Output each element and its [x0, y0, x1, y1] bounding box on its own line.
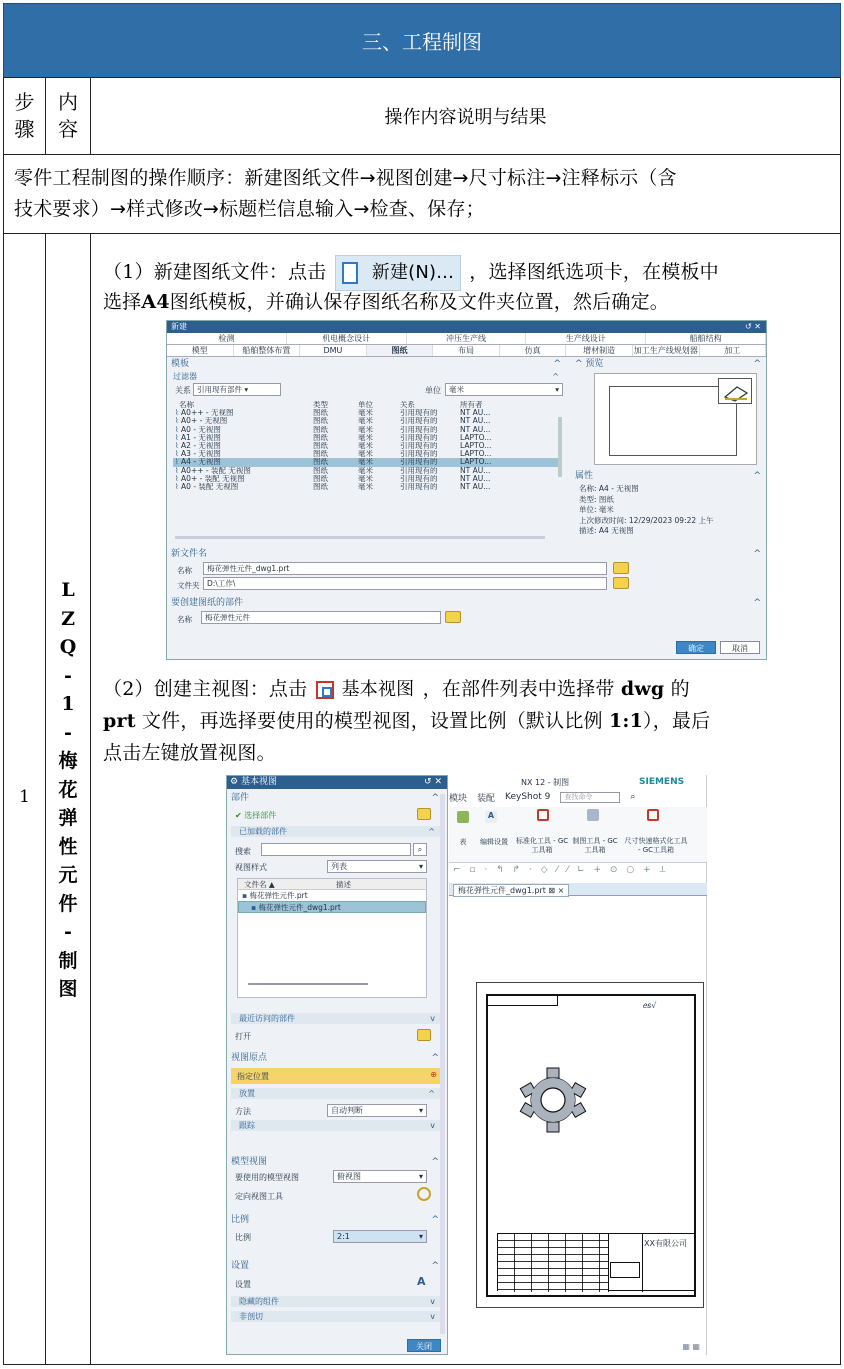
plum-coupling-drawing — [519, 1063, 587, 1137]
column-header[interactable]: 关系 — [400, 401, 415, 409]
cell-text: A0+ - 装配 无视图 — [181, 474, 245, 483]
part-label: 要创建图纸的部件 — [171, 598, 244, 608]
cell-text: LAPTO... — [460, 450, 492, 459]
template-icon: ⌇ — [175, 482, 182, 491]
table-row[interactable] — [173, 475, 558, 483]
origin-section: 视图原点 ^ — [231, 1053, 439, 1063]
menu-module[interactable]: 模块 — [449, 793, 468, 804]
tab-item[interactable]: 船舶整体布置 — [234, 345, 301, 356]
new-file-icon — [342, 262, 358, 284]
file-tab[interactable]: 梅花弹性元件_dwg1.prt ⊠ × — [453, 884, 569, 897]
edit-settings-icon[interactable]: A — [485, 811, 497, 823]
tab-item[interactable]: 仿真 — [500, 345, 567, 356]
template-icon: ⌇ — [175, 458, 182, 467]
scale-dropdown[interactable]: 2:1 ▾ — [333, 1230, 427, 1243]
cell-text: NT AU... — [460, 474, 491, 483]
table-scrollbar[interactable] — [558, 417, 562, 477]
cell-text: 毫米 — [358, 458, 373, 467]
tab-item[interactable]: 加工 — [700, 345, 767, 356]
tab-item[interactable]: 布局 — [433, 345, 500, 356]
para2-dwg: dwg — [620, 678, 665, 700]
relation-dropdown[interactable]: 引用现有部件 ▾ — [193, 383, 281, 396]
specify-position-row[interactable] — [231, 1068, 443, 1084]
para1-text-e: 图纸模板，并确认保存图纸名称及文件夹位置，然后确定。 — [169, 291, 669, 313]
hidden-label: 隐藏的组件 — [239, 1297, 279, 1306]
template-table — [173, 401, 558, 491]
cell-text: 引用现有的 — [400, 417, 438, 426]
file-tab-bar — [449, 883, 707, 896]
para1-text-a: （1）新建图纸文件：点击 — [103, 261, 327, 283]
cell-text: LAPTO... — [460, 458, 492, 467]
prop-line: 类型: 图纸 — [579, 494, 614, 504]
content-vertical-char: L — [61, 579, 75, 601]
gear-icon: ⚙ — [230, 777, 239, 787]
cell-text: NT AU... — [460, 417, 491, 426]
relation-value: 引用现有部件 — [197, 385, 242, 394]
table-hscroll[interactable] — [175, 536, 545, 539]
header-content-cell — [45, 77, 91, 155]
content-vertical-char: 元 — [58, 864, 78, 886]
props-list — [579, 484, 714, 537]
header-step-char: 骤 — [14, 117, 35, 141]
nx-window — [449, 775, 707, 1355]
cell-text: 毫米 — [358, 450, 373, 459]
template-icon: ⌇ — [175, 474, 182, 483]
tab-item[interactable]: 加工生产线规划器 — [633, 346, 698, 355]
col-desc[interactable]: 描述 — [336, 880, 351, 889]
template-section: 模板 ^ — [171, 359, 561, 369]
content-vertical-char: Z — [61, 607, 75, 630]
cell-text: 毫米 — [358, 433, 373, 442]
cell-text: 图纸 — [313, 425, 328, 434]
draft-tool-icon[interactable] — [587, 809, 599, 821]
tab-item[interactable]: 机电概念设计 — [287, 333, 407, 344]
tool-draft[interactable]: 制图工具 - GC工具箱 — [572, 837, 618, 854]
content-vertical-char: 制 — [58, 949, 78, 972]
para2-scale: 1:1 — [608, 710, 644, 732]
folder-icon[interactable] — [613, 577, 629, 589]
scale-label: 比例 — [235, 1233, 251, 1242]
cell-text: 图纸 — [313, 458, 328, 467]
settings-section-label: 设置 — [231, 1261, 250, 1271]
search-input[interactable] — [261, 843, 411, 856]
tab-item[interactable]: 增材制造 — [566, 345, 633, 356]
track-group[interactable]: 跟踪 v — [231, 1120, 441, 1131]
origin-label: 视图原点 — [231, 1053, 268, 1063]
cell-text: 引用现有的 — [400, 458, 438, 467]
cell-text: 引用现有的 — [400, 425, 438, 434]
order-cell — [3, 154, 841, 234]
cell-text: A0 - 装配 无视图 — [181, 482, 239, 491]
tool-dim[interactable]: 尺寸快速格式化工具 - GC工具箱 — [624, 837, 688, 854]
tool-edit-settings[interactable]: 编辑设置 — [480, 838, 508, 846]
method-value: 自动判断 — [331, 1106, 363, 1115]
content-vertical-char: - — [64, 921, 72, 943]
dialog-titlebar — [227, 776, 447, 789]
close-label: 关闭 — [416, 1342, 432, 1351]
cell-text: 图纸 — [313, 474, 328, 483]
props-label: 属性 — [575, 471, 594, 481]
template-icon: ⌇ — [175, 441, 182, 450]
prop-line: 单位: 毫米 — [579, 505, 614, 514]
tabs-top — [167, 333, 766, 345]
content-vertical-char: 件 — [58, 892, 78, 915]
part-section: 部件 ^ — [231, 793, 439, 803]
content-vertical-char: - — [64, 721, 72, 744]
loaded-label: 已加载的部件 — [239, 827, 287, 836]
name-label: 名称 — [177, 566, 192, 575]
base-view-button[interactable] — [316, 675, 415, 704]
nonsection-group[interactable]: 非剖切 v — [231, 1311, 441, 1322]
para1-text-b: ，选择图纸选项卡，在模板中 — [469, 261, 719, 283]
search-label: 搜索 — [235, 847, 251, 856]
part-file-icon: ▪ — [251, 903, 259, 912]
open-folder-icon[interactable] — [417, 1029, 431, 1041]
orient-label: 定向视图工具 — [235, 1192, 283, 1201]
header-step-char: 步 — [14, 90, 35, 114]
menu-assembly[interactable]: 装配 — [477, 793, 496, 804]
part-input[interactable] — [201, 611, 441, 624]
new-button-label: 新建(N)... — [371, 262, 455, 283]
content-vertical-char: 1 — [61, 693, 75, 715]
unit-dropdown[interactable]: 毫米 ▾ — [445, 383, 563, 396]
use-view-label: 要使用的模型视图 — [235, 1173, 299, 1182]
newfile-section: 新文件名 ^ — [171, 549, 761, 559]
tab-item[interactable]: 生产线设计 — [526, 333, 646, 344]
prop-line: 上次修改时间: 12/29/2023 09:22 上午 — [579, 515, 714, 525]
order-line-2: 技术要求）→样式修改→标题栏信息输入→检查、保存； — [14, 198, 485, 220]
para2-line1 — [103, 675, 690, 704]
close-icon[interactable]: ↺ ✕ — [424, 777, 442, 787]
cancel-label: 取消 — [732, 644, 748, 653]
part-file-icon: ▪ — [242, 891, 250, 900]
orient-view-icon[interactable] — [417, 1187, 431, 1201]
content-vertical-cell — [45, 233, 91, 1365]
brand-logo: SIEMENS — [639, 777, 685, 787]
template-icon: ⌇ — [175, 417, 182, 426]
model-view-label: 模型视图 — [231, 1157, 268, 1167]
ribbon — [449, 807, 707, 863]
cell-text: 毫米 — [358, 466, 373, 475]
file-list — [237, 878, 427, 998]
para2-text-f: 文件，再选择要使用的模型视图，设置比例（默认比例 — [141, 710, 603, 732]
col-name[interactable]: 文件名 ▲ — [244, 880, 275, 889]
column-header[interactable]: 所有者 — [460, 401, 483, 409]
recent-parts-group[interactable]: 最近访问的部件 v — [231, 1013, 441, 1024]
table-row[interactable] — [173, 426, 558, 434]
column-header[interactable]: 类型 — [313, 401, 328, 409]
cell-text: A0++ - 装配 无视图 — [181, 466, 251, 475]
folder-input[interactable] — [203, 577, 607, 590]
folder-icon[interactable] — [613, 562, 629, 574]
scale-section-label: 比例 — [231, 1215, 250, 1225]
content-vertical-char: Q — [59, 636, 77, 658]
open-label: 打开 — [235, 1032, 251, 1041]
dialog-title: 新建 — [171, 322, 187, 331]
place-label: 放置 — [239, 1089, 255, 1098]
relation-label: 关系 — [175, 386, 191, 395]
para2-text-a: （2）创建主视图：点击 — [103, 678, 308, 700]
section-banner — [3, 3, 841, 78]
prop-line: 描述: A4 无视图 — [579, 526, 634, 535]
template-label: 模板 — [171, 359, 190, 369]
preview-pane — [594, 373, 757, 465]
cell-text: NT AU... — [460, 409, 491, 418]
table-row[interactable] — [173, 442, 558, 450]
cell-text: 图纸 — [313, 450, 328, 459]
cell-text: A1 - 无视图 — [181, 433, 221, 442]
cell-text: 引用现有的 — [400, 450, 438, 459]
banner-title: 三、工程制图 — [362, 30, 482, 54]
place-group[interactable]: 放置 ^ — [231, 1088, 441, 1099]
close-icon[interactable]: ↺ ✕ — [745, 322, 761, 331]
tab-item[interactable]: 模型 — [167, 345, 234, 356]
content-vertical-char: 图 — [58, 978, 78, 1000]
roughness-symbol: 𝑒𝑠√ — [643, 1001, 657, 1010]
header-step-cell — [3, 77, 46, 155]
newfile-label: 新文件名 — [171, 549, 208, 559]
cell-text: 毫米 — [358, 417, 373, 426]
tabs-bottom — [167, 345, 766, 357]
template-icon: ⌇ — [175, 425, 182, 434]
title-block — [497, 1233, 696, 1291]
header-content-char: 容 — [58, 117, 78, 141]
drawing-preview-icon — [718, 378, 752, 404]
list-item[interactable]: ▪ 梅花弹性元件_dwg1.prt — [238, 901, 426, 913]
dialog-titlebar — [167, 321, 766, 333]
menu-keyshot[interactable]: KeyShot 9 — [505, 792, 551, 802]
nx-title: NX 12 - 制图 — [521, 778, 570, 787]
part-icon[interactable] — [417, 808, 431, 820]
para2-text-d: 的 — [670, 678, 690, 700]
tab-item[interactable]: 冲压生产线 — [407, 333, 527, 344]
table-row[interactable] — [173, 483, 558, 491]
loaded-parts-group[interactable]: 已加载的部件 ^ — [231, 826, 441, 837]
table-icon[interactable] — [457, 811, 469, 823]
cell-text: A0+ - 无视图 — [181, 417, 228, 426]
order-line-1: 零件工程制图的操作顺序：新建图纸文件→视图创建→尺寸标注→注释标示（含 — [14, 167, 677, 189]
filename-value: 梅花弹性元件_dwg1.prt — [207, 564, 290, 573]
tab-item[interactable]: 图纸 — [367, 345, 434, 356]
part-section: 要创建图纸的部件 ^ — [171, 598, 761, 608]
table-row[interactable] — [173, 467, 558, 475]
cell-text: NT AU... — [460, 482, 491, 491]
company-name: XX有限公司 — [644, 1239, 687, 1248]
header-desc-cell — [90, 77, 841, 155]
command-search[interactable]: 查找命令 — [560, 792, 620, 803]
model-view-section: 模型视图 ^ — [231, 1157, 439, 1167]
cell-text: 引用现有的 — [400, 409, 438, 418]
column-header[interactable]: 单位 — [358, 401, 373, 409]
cell-text: 图纸 — [313, 482, 328, 491]
part-name-label: 名称 — [177, 615, 192, 624]
style-value: 列表 — [331, 862, 347, 871]
new-button[interactable] — [335, 255, 461, 291]
cell-text: 引用现有的 — [400, 474, 438, 483]
settings-icon[interactable]: A — [417, 1275, 426, 1288]
cell-text: A4 - 无视图 — [181, 458, 221, 467]
para1-a4: A4 — [141, 291, 170, 313]
column-header[interactable]: 名称 — [179, 401, 194, 409]
new-file-dialog — [166, 320, 767, 660]
tab-item[interactable]: 检测 — [167, 333, 287, 344]
scrollbar[interactable] — [440, 794, 445, 1334]
quick-toolbar[interactable]: ⌐ ▫ · ↰ ↱ · ◇ ⁄ ⁄ ∟ + ⊙ ○ + ⟂ — [453, 865, 669, 875]
scale-value: 2:1 — [337, 1232, 350, 1241]
filename-input[interactable] — [203, 562, 607, 575]
unit-label: 单位 — [425, 386, 441, 395]
cell-text: 图纸 — [313, 417, 328, 426]
para2-line2 — [103, 707, 710, 736]
cell-text: 图纸 — [313, 409, 328, 418]
cell-text: A0 - 无视图 — [181, 425, 221, 434]
base-view-dialog — [226, 775, 448, 1355]
cell-text: 图纸 — [313, 466, 328, 475]
recent-label: 最近访问的部件 — [239, 1014, 295, 1023]
preview-section: ^ 预览 ^ — [575, 359, 761, 369]
method-label: 方法 — [235, 1107, 251, 1116]
use-view-value: 俯视图 — [337, 1172, 361, 1181]
cell-text: 图纸 — [313, 433, 328, 442]
cell-text: 引用现有的 — [400, 441, 438, 450]
template-icon: ⌇ — [175, 466, 182, 475]
template-icon: ⌇ — [175, 409, 182, 418]
preview-label: 预览 — [585, 359, 604, 369]
table-row[interactable] — [173, 450, 558, 458]
base-view-label: 基本视图 — [341, 679, 415, 700]
tool-table[interactable]: 表 — [459, 838, 467, 846]
ok-label: 确定 — [688, 644, 704, 653]
ok-button[interactable] — [676, 641, 716, 654]
menu-bar — [449, 790, 707, 804]
folder-value: D:\工作\ — [207, 579, 236, 588]
para2-text-b: ，在部件列表中选择带 — [422, 678, 615, 700]
content-vertical-char: - — [64, 664, 72, 687]
status-icons: ▦ ▦ — [682, 1342, 700, 1351]
base-view-icon — [316, 681, 334, 699]
close-button[interactable] — [407, 1339, 441, 1352]
cell-text: 引用现有的 — [400, 482, 438, 491]
cell-text: NT AU... — [460, 425, 491, 434]
para2-text-h: ），最后 — [643, 710, 711, 732]
para1-line1 — [103, 255, 719, 291]
scale-section: 比例 ^ — [231, 1215, 439, 1225]
prop-line: 名称: A4 - 无视图 — [579, 484, 639, 493]
filter-label: 过滤器 — [173, 372, 197, 381]
list-item[interactable]: ▪ 梅花弹性元件.prt — [242, 891, 308, 900]
std-tool-icon[interactable] — [537, 809, 549, 821]
template-icon: ⌇ — [175, 433, 182, 442]
part-label: 部件 — [231, 793, 250, 803]
settings-label: 设置 — [235, 1280, 251, 1289]
folder-icon[interactable] — [445, 611, 461, 623]
cell-text: A2 - 无视图 — [181, 441, 221, 450]
content-vertical-char: 梅 — [58, 750, 78, 772]
para2-prt: prt — [103, 710, 136, 732]
tab-item[interactable]: DMU — [300, 345, 367, 356]
para1-text-c: 选择 — [103, 291, 142, 313]
table-row[interactable] — [173, 417, 558, 425]
table-row[interactable] — [173, 434, 558, 442]
table-row[interactable] — [173, 409, 558, 417]
step-number-cell — [3, 233, 46, 1365]
header-content-char: 内 — [58, 90, 78, 114]
dialog-title: 基本视图 — [241, 777, 278, 787]
cell-text: LAPTO... — [460, 433, 492, 442]
search-icon[interactable]: ⌕ — [413, 843, 427, 856]
cell-text: NT AU... — [460, 466, 491, 475]
specify-pos-label: 指定位置 — [237, 1072, 269, 1081]
tool-std[interactable]: 标准化工具 - GC工具箱 — [515, 837, 569, 854]
para2-line3: 点击左键放置视图。 — [103, 742, 276, 764]
part-value: 梅花弹性元件 — [205, 613, 250, 622]
step-number: 1 — [19, 787, 30, 807]
content-vertical-char: 性 — [58, 835, 78, 858]
hidden-group[interactable]: 隐藏的组件 v — [231, 1296, 441, 1307]
content-vertical-char: 花 — [58, 778, 78, 801]
cell-text: 引用现有的 — [400, 433, 438, 442]
cell-text: 毫米 — [358, 441, 373, 450]
filter-section: 过滤器 ^ — [173, 372, 559, 381]
cell-text: A0++ - 无视图 — [181, 409, 234, 418]
table-header — [173, 401, 558, 409]
style-dropdown[interactable]: 列表 ▾ — [327, 860, 427, 873]
style-label: 视图样式 — [235, 863, 267, 872]
header-desc: 操作内容说明与结果 — [384, 107, 547, 128]
cell-text: 毫米 — [358, 425, 373, 434]
drawing-sheet — [476, 982, 704, 1308]
cell-text: A3 - 无视图 — [181, 450, 221, 459]
cancel-button[interactable] — [720, 641, 760, 654]
crosshair-icon: ⊕ — [430, 1070, 437, 1079]
template-icon: ⌇ — [175, 450, 182, 459]
table-row[interactable] — [173, 458, 558, 466]
content-vertical-char: 弹 — [58, 807, 78, 829]
cell-text: 毫米 — [358, 409, 373, 418]
nonsection-label: 非剖切 — [239, 1312, 263, 1321]
method-dropdown[interactable]: 自动判断 ▾ — [327, 1104, 427, 1117]
unit-value: 毫米 — [449, 385, 464, 394]
track-label: 跟踪 — [239, 1121, 255, 1130]
cell-text: 毫米 — [358, 474, 373, 483]
folder-label: 文件夹 — [177, 581, 200, 590]
use-view-dropdown[interactable]: 俯视图 ▾ — [333, 1170, 427, 1183]
cell-text: 毫米 — [358, 482, 373, 491]
dim-tool-icon[interactable] — [647, 809, 659, 821]
tab-item[interactable]: 船舶结构 — [646, 333, 766, 344]
para1-line2 — [103, 288, 669, 317]
settings-section: 设置 ^ — [231, 1261, 439, 1271]
cell-text: LAPTO... — [460, 441, 492, 450]
search-icon[interactable]: ⌕ — [630, 792, 636, 802]
select-part[interactable]: ✔ 选择部件 — [235, 811, 277, 820]
cell-text: 引用现有的 — [400, 466, 438, 475]
cell-text: 图纸 — [313, 441, 328, 450]
props-section: 属性 ^ — [575, 471, 761, 481]
